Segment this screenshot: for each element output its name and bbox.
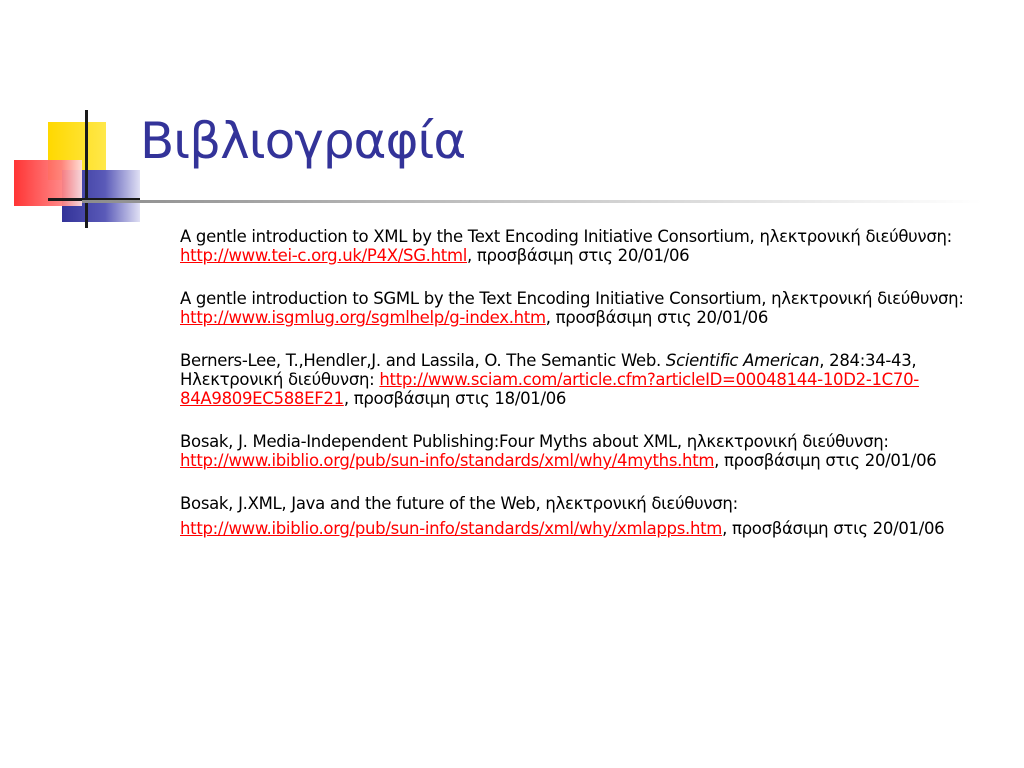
title-decoration <box>0 0 140 230</box>
reference-text: Bosak, J.XML, Java and the future of the Web, ηλεκτρονική διεύθυνση: <box>180 494 738 513</box>
reference-text: A gentle introduction to SGML by the Text Encoding Initiative Consortium, ηλεκτρονική διεύθυνση: <box>180 289 964 308</box>
reference-item <box>180 289 980 327</box>
reference-text-continued: , 284:34-43, Ηλεκτρονική διεύθυνση: <box>180 351 917 389</box>
journal-title: Scientific American <box>665 351 820 370</box>
reference-text: Bosak, J. Media-Independent Publishing:Four Myths about XML, ηλκεκτρονική διεύθυνση: <box>180 432 889 451</box>
reference-suffix: , προσβάσιμη στις 20/01/06 <box>714 451 937 470</box>
vertical-line <box>85 110 88 228</box>
reference-list <box>180 227 980 538</box>
reference-link[interactable]: http://www.ibiblio.org/pub/sun-info/standards/xml/why/4myths.htm <box>180 451 715 470</box>
reference-link[interactable]: http://www.sciam.com/article.cfm?articleID=00048144-10D2-1C70-84A9809EC588EF21 <box>180 370 919 408</box>
reference-suffix: , προσβάσιμη στις 20/01/06 <box>722 519 945 538</box>
reference-item <box>180 351 980 408</box>
reference-text: A gentle introduction to XML by the Text Encoding Initiative Consortium, ηλεκτρονική διεύθυνση: <box>180 227 952 246</box>
reference-item <box>180 227 980 265</box>
reference-link[interactable]: http://www.ibiblio.org/pub/sun-info/standards/xml/why/xmlapps.htm <box>180 519 723 538</box>
title-underline <box>82 200 982 203</box>
slide-title: Βιβλιογραφία <box>140 112 466 170</box>
reference-suffix: , προσβάσιμη στις 18/01/06 <box>343 389 567 408</box>
reference-suffix: , προσβάσιμη στις 20/01/06 <box>545 308 769 327</box>
reference-link[interactable]: http://www.isgmlug.org/sgmlhelp/g-index.htm <box>180 308 546 327</box>
reference-link[interactable]: http://www.tei-c.org.uk/P4X/SG.html <box>180 246 468 265</box>
reference-text: Berners-Lee, T.,Hendler,J. and Lassila, O. The Semantic Web. <box>180 351 666 370</box>
reference-suffix: , προσβάσιμη στις 20/01/06 <box>467 246 690 265</box>
reference-item <box>180 494 980 538</box>
reference-item <box>180 432 980 470</box>
